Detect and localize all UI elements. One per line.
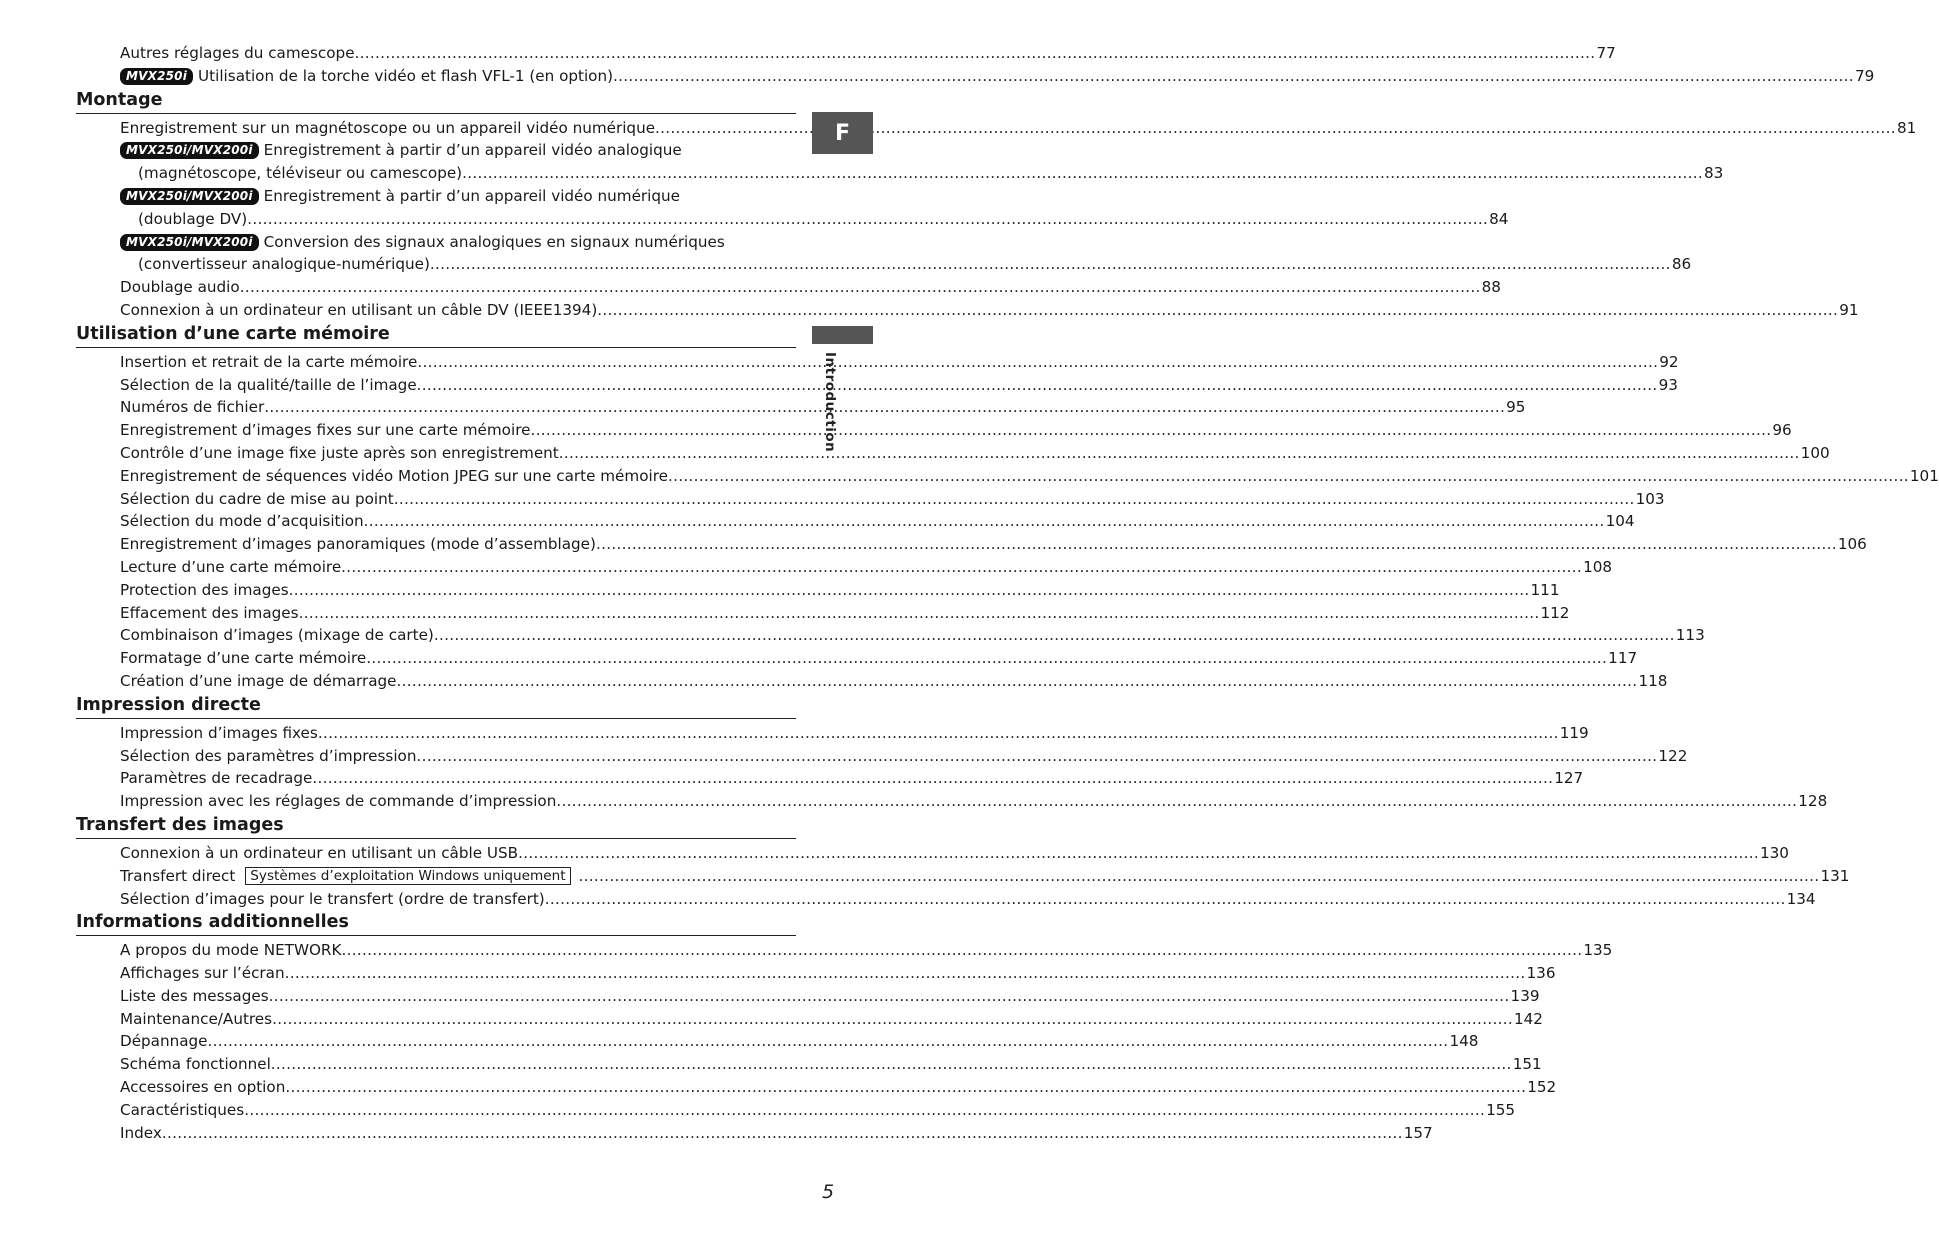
leader-dots [613,65,1854,88]
entry-title: Sélection du mode d’acquisition [120,512,364,531]
leader-dots [289,579,1530,602]
entry-page: 103 [1635,489,1665,508]
leader-dots [556,790,1797,813]
leader-dots [271,1053,1512,1076]
language-tab: F [812,112,873,154]
entry-page: 122 [1658,746,1688,765]
toc-entry[interactable] [120,419,1792,442]
entry-page: 134 [1786,889,1816,908]
entry-title: Sélection de la qualité/taille de l’image [120,375,417,394]
entry-page: 81 [1896,118,1917,137]
toc-entry[interactable] [120,579,1560,602]
entry-page: 151 [1512,1055,1542,1074]
toc-entry[interactable] [120,962,1556,985]
entry-page: 88 [1481,278,1501,297]
leader-dots [417,374,1658,397]
entry-title: MVX250i Utilisation de la torche vidéo et flash VFL-1 (en option) [120,65,613,88]
entry-title: Enregistrement sur un magnétoscope ou un appareil vidéo numérique [120,118,656,137]
entry-title: Autres réglages du camescope [120,44,355,62]
entry-title: Impression d’images fixes [120,723,318,742]
entry-page: 152 [1527,1078,1557,1097]
leader-dots [269,985,1510,1008]
leader-dots [366,647,1607,670]
toc-entry[interactable] [120,442,1830,465]
entries-direct-print [76,722,1828,813]
entry-title: Schéma fonctionnel [120,1055,271,1074]
toc-entry[interactable] [120,670,1668,693]
page-number: 5 [822,1181,835,1203]
toc-entry[interactable] [120,42,1616,65]
toc-entry[interactable] [120,767,1584,790]
entry-title: (doublage DV) [138,209,248,228]
entry-page: 135 [1583,941,1613,960]
entry-title: Caractéristiques [120,1100,245,1119]
toc-entry-continuation[interactable] [138,253,1692,276]
entry-title: Sélection d’images pour le transfert (ordre de transfert) [120,889,545,908]
leader-dots [299,602,1540,625]
leader-dots [394,488,1635,511]
toc-entry[interactable] [120,117,1917,140]
toc-entry[interactable] [120,139,786,162]
model-badge: MVX250i/MVX200i [120,188,259,205]
entry-page: 101 [1909,466,1939,485]
entry-title: Protection des images [120,580,289,599]
entry-title: Enregistrement d’images panoramiques (mode d’assemblage) [120,535,596,554]
section-heading-memory-card: Utilisation d’une carte mémoire [76,322,796,348]
entry-page: 136 [1526,964,1556,983]
entry-title: Contrôle d’une image fixe juste après son enregistrement [120,443,559,462]
entries-additional-info [76,939,1613,1144]
entry-title: MVX250i/MVX200i Enregistrement à partir d’un appareil vidéo numérique [120,185,680,208]
entry-title: Transfert direct Systèmes d’exploitation Windows uniquement [120,865,579,888]
entry-title: Liste des messages [120,986,269,1005]
entry-title: Lecture d’une carte mémoire [120,557,342,576]
toc-entry[interactable] [120,231,786,254]
leader-dots [247,208,1488,231]
entry-title: Sélection du cadre de mise au point [120,489,394,508]
section-heading-transfer: Transfert des images [76,813,796,839]
toc-entry[interactable] [120,510,1635,533]
entry-title: Connexion à un ordinateur en utilisant un câble USB [120,843,519,862]
entry-page: 148 [1449,1032,1479,1051]
toc-entry[interactable] [120,790,1828,813]
entry-title: (magnétoscope, téléviseur ou camescope) [138,164,463,183]
toc-entry[interactable] [120,842,1789,865]
toc-entry[interactable] [120,396,1526,419]
leader-dots [518,842,1759,865]
entry-page: 91 [1839,300,1859,319]
leader-dots [318,722,1559,745]
entry-page: 77 [1596,44,1616,62]
entry-page: 142 [1513,1009,1543,1028]
toc-entry[interactable] [120,1099,1516,1122]
leader-dots [434,624,1675,647]
leader-dots [341,939,1582,962]
toc-entry[interactable] [120,1122,1433,1145]
toc-entry[interactable] [120,647,1638,670]
entry-page: 100 [1800,443,1830,462]
toc-entry[interactable] [120,65,1875,88]
entry-title: Index [120,1123,162,1142]
leader-dots [341,556,1582,579]
entry-page: 96 [1772,421,1792,440]
entry-page: 95 [1506,398,1526,417]
entry-page: 130 [1759,843,1789,862]
entry-title: A propos du mode NETWORK [120,941,342,960]
toc-entry[interactable] [120,985,1540,1008]
entry-title: Effacement des images [120,603,299,622]
leader-dots [462,162,1703,185]
entry-title: Dépannage [120,1032,208,1051]
toc-entry[interactable] [120,533,1867,556]
entry-page: 128 [1798,792,1828,811]
leader-dots [208,1030,1449,1053]
entry-title: MVX250i/MVX200i Conversion des signaux analogiques en signaux numériques [120,231,725,254]
entry-title: Maintenance/Autres [120,1009,273,1028]
section-heading-additional-info: Informations additionnelles [76,910,796,936]
entry-title: Formatage d’une carte mémoire [120,649,367,668]
leader-dots [355,42,1596,65]
toc-entry[interactable] [120,602,1570,625]
leader-dots [285,1076,1526,1099]
toc-entry[interactable] [120,374,1678,397]
entry-page: 79 [1854,66,1875,85]
entry-title: Doublage audio [120,278,240,297]
toc-entry-continuation[interactable] [138,208,1509,231]
toc-entry[interactable] [120,939,1613,962]
entry-page: 108 [1583,557,1613,576]
toc-entry[interactable] [120,488,1665,511]
entry-page: 157 [1403,1123,1433,1142]
entry-page: 155 [1486,1100,1516,1119]
leader-dots [285,962,1526,985]
chapter-label: Introduction [822,352,838,453]
entry-page: 119 [1559,723,1589,742]
toc-entry[interactable] [120,1053,1542,1076]
leader-dots [240,276,1481,299]
toc-entry[interactable] [120,185,786,208]
leader-dots [312,767,1553,790]
toc-entry[interactable] [120,351,1679,374]
toc-entry[interactable] [120,1030,1479,1053]
entry-title: Combinaison d’images (mixage de carte) [120,626,434,645]
toc-entry[interactable] [120,888,1816,911]
leader-dots [272,1008,1513,1031]
toc-entry[interactable] [120,465,1939,488]
entry-title: Accessoires en option [120,1078,286,1097]
entry-title: Création d’une image de démarrage [120,671,397,690]
leader-dots [430,253,1671,276]
section-heading-montage: Montage [76,88,796,114]
toc-entry[interactable] [120,624,1705,647]
toc-entry[interactable] [120,276,1501,299]
leader-dots [417,351,1658,374]
entry-page: 112 [1540,603,1570,622]
entry-title: Paramètres de recadrage [120,769,313,788]
entry-page: 104 [1605,512,1635,531]
leader-dots [264,396,1505,419]
leader-dots [244,1099,1485,1122]
toc-entry-continuation[interactable] [138,162,1724,185]
entry-page: 131 [1820,866,1850,885]
entry-title: Sélection des paramètres d’impression [120,746,417,765]
entry-title: Enregistrement de séquences vidéo Motion JPEG sur une carte mémoire [120,466,668,485]
leader-dots [597,299,1838,322]
chapter-marker-bar [812,326,873,344]
leader-dots [579,865,1820,888]
entry-page: 84 [1489,209,1509,228]
entry-page: 106 [1837,535,1867,554]
toc-entry[interactable] [120,556,1613,579]
leader-dots [530,419,1771,442]
entry-page: 93 [1658,375,1678,394]
entry-page: 86 [1671,255,1692,274]
leader-dots [397,670,1638,693]
entry-title: Impression avec les réglages de commande d’impression [120,792,557,811]
toc-entry[interactable] [120,722,1589,745]
toc-entry[interactable] [120,745,1688,768]
model-badge: MVX250i/MVX200i [120,142,259,159]
entry-title: Enregistrement d’images fixes sur une carte mémoire [120,421,531,440]
entry-page: 117 [1608,649,1638,668]
leader-dots [596,533,1837,556]
toc-entry[interactable] [120,865,1850,888]
entry-title: Affichages sur l’écran [120,964,285,983]
entry-page: 139 [1510,986,1540,1005]
leader-dots [559,442,1800,465]
entry-title: Connexion à un ordinateur en utilisant un câble DV (IEEE1394) [120,300,598,319]
leader-dots [545,888,1786,911]
entry-page: 111 [1530,580,1560,599]
entry-title: Numéros de fichier [120,398,265,417]
leader-dots [416,745,1657,768]
entry-page: 92 [1659,352,1679,371]
toc-entry[interactable] [120,299,1859,322]
section-heading-direct-print: Impression directe [76,693,796,719]
entry-title: (convertisseur analogique-numérique) [138,255,430,274]
toc-entry[interactable] [120,1076,1557,1099]
entry-page: 127 [1554,769,1584,788]
os-note-box: Systèmes d’exploitation Windows uniquement [245,867,570,885]
entry-page: 83 [1704,164,1724,183]
leader-dots [668,465,1909,488]
entry-page: 113 [1675,626,1705,645]
entry-title: Insertion et retrait de la carte mémoire [120,352,418,371]
model-badge: MVX250i/MVX200i [120,234,259,251]
leader-dots [364,510,1605,533]
toc-entry[interactable] [120,1008,1543,1031]
leader-dots [162,1122,1403,1145]
model-badge: MVX250i [120,68,193,85]
entry-title: MVX250i/MVX200i Enregistrement à partir d’un appareil vidéo analogique [120,139,682,162]
entry-page: 118 [1638,671,1668,690]
